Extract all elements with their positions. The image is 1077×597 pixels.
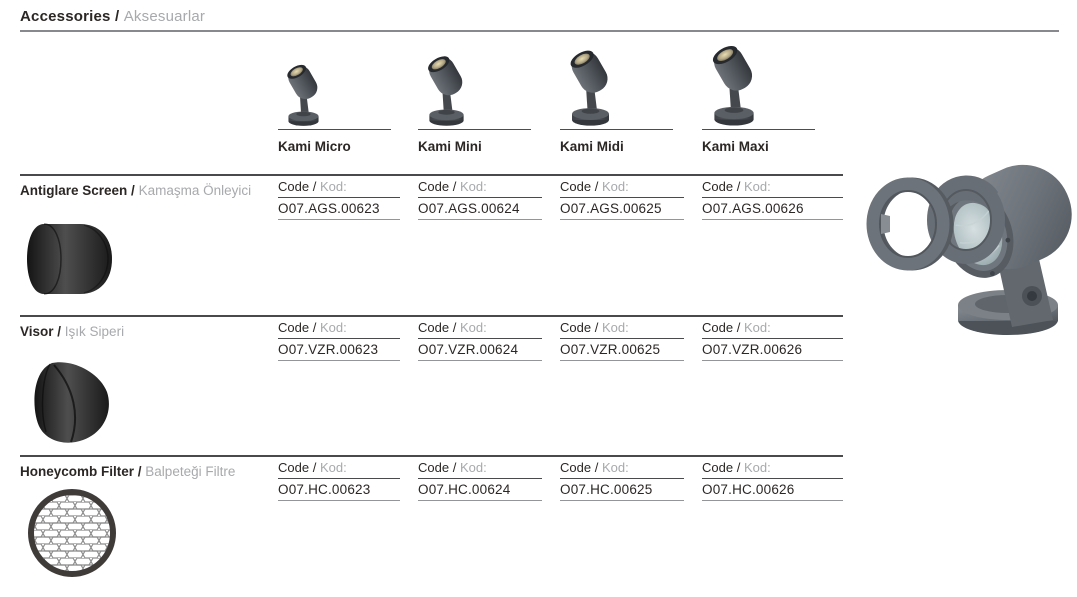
accessory-label xyxy=(20,464,235,479)
spotlight-icon xyxy=(564,46,617,127)
kami-maxi-spotlight-image xyxy=(702,42,815,130)
code-value: O07.AGS.00623 xyxy=(278,198,400,220)
accessory-name-tr: Işık Siperi xyxy=(64,324,125,339)
code-header: Code / Kod: xyxy=(278,457,400,479)
spotlight-icon xyxy=(706,41,762,127)
section-antiglare-screen xyxy=(20,174,843,314)
code-cell xyxy=(278,457,400,501)
code-header: Code / Kod: xyxy=(278,176,400,198)
code-cell xyxy=(418,176,542,220)
code-cell xyxy=(560,317,684,361)
code-value: O07.HC.00624 xyxy=(418,479,542,501)
code-cell xyxy=(418,457,542,501)
code-header: Code / Kod: xyxy=(418,176,542,198)
code-cell xyxy=(278,317,400,361)
honeycomb-filter-image xyxy=(27,488,117,583)
accessory-name-tr: Kamaşma Önleyici xyxy=(138,183,252,198)
exploded-view-spotlight-image xyxy=(856,128,1075,343)
code-value: O07.HC.00625 xyxy=(560,479,684,501)
visor-image xyxy=(22,360,114,449)
code-cell xyxy=(702,457,843,501)
code-cell xyxy=(278,176,400,220)
code-value: O07.AGS.00625 xyxy=(560,198,684,220)
product-name: Kami Maxi xyxy=(702,139,769,154)
kami-micro-spotlight-image xyxy=(278,42,391,130)
code-cell xyxy=(702,176,843,220)
code-value: O07.VZR.00623 xyxy=(278,339,400,361)
antiglare-screen-cylinder-icon xyxy=(22,222,114,296)
code-header: Code / Kod: xyxy=(278,317,400,339)
code-cell xyxy=(560,457,684,501)
kami-mini-spotlight-image xyxy=(418,42,531,130)
code-value: O07.AGS.00626 xyxy=(702,198,843,220)
product-column-kami-micro xyxy=(278,42,419,154)
product-column-kami-mini xyxy=(418,42,559,154)
code-value: O07.VZR.00624 xyxy=(418,339,542,361)
code-header: Code / Kod: xyxy=(560,457,684,479)
code-header: Code / Kod: xyxy=(702,457,843,479)
accessory-name-tr: Balpeteği Filtre xyxy=(145,464,236,479)
section-honeycomb-filter xyxy=(20,455,843,595)
code-cell xyxy=(418,317,542,361)
spotlight-icon xyxy=(422,52,471,127)
product-name: Kami Micro xyxy=(278,139,351,154)
accessory-label xyxy=(20,324,124,339)
code-header: Code / Kod: xyxy=(418,457,542,479)
antiglare-screen-image xyxy=(22,222,114,301)
code-header: Code / Kod: xyxy=(418,317,542,339)
accessory-label xyxy=(20,183,251,198)
page-title-primary: Accessories / xyxy=(20,8,120,25)
exploded-spotlight-icon xyxy=(856,128,1075,338)
code-value: O07.AGS.00624 xyxy=(418,198,542,220)
code-header: Code / Kod: xyxy=(560,176,684,198)
spotlight-icon xyxy=(282,61,325,127)
code-cell xyxy=(702,317,843,361)
accessory-name-en: Visor / xyxy=(20,324,62,339)
code-header: Code / Kod: xyxy=(702,176,843,198)
section-visor xyxy=(20,315,843,455)
product-column-kami-maxi xyxy=(702,42,843,154)
title-divider xyxy=(20,30,1059,32)
product-column-kami-midi xyxy=(560,42,701,154)
accessory-name-en: Honeycomb Filter / xyxy=(20,464,142,479)
kami-midi-spotlight-image xyxy=(560,42,673,130)
code-value: O07.HC.00623 xyxy=(278,479,400,501)
page-title-secondary: Aksesuarlar xyxy=(123,8,206,25)
code-value: O07.HC.00626 xyxy=(702,479,843,501)
code-header: Code / Kod: xyxy=(702,317,843,339)
product-name: Kami Midi xyxy=(560,139,624,154)
code-cell xyxy=(560,176,684,220)
code-value: O07.VZR.00626 xyxy=(702,339,843,361)
visor-slanted-cylinder-icon xyxy=(22,360,114,444)
code-value: O07.VZR.00625 xyxy=(560,339,684,361)
product-name: Kami Mini xyxy=(418,139,482,154)
accessory-name-en: Antiglare Screen / xyxy=(20,183,135,198)
code-header: Code / Kod: xyxy=(560,317,684,339)
honeycomb-filter-disc-icon xyxy=(27,488,117,578)
page-title xyxy=(20,8,205,25)
